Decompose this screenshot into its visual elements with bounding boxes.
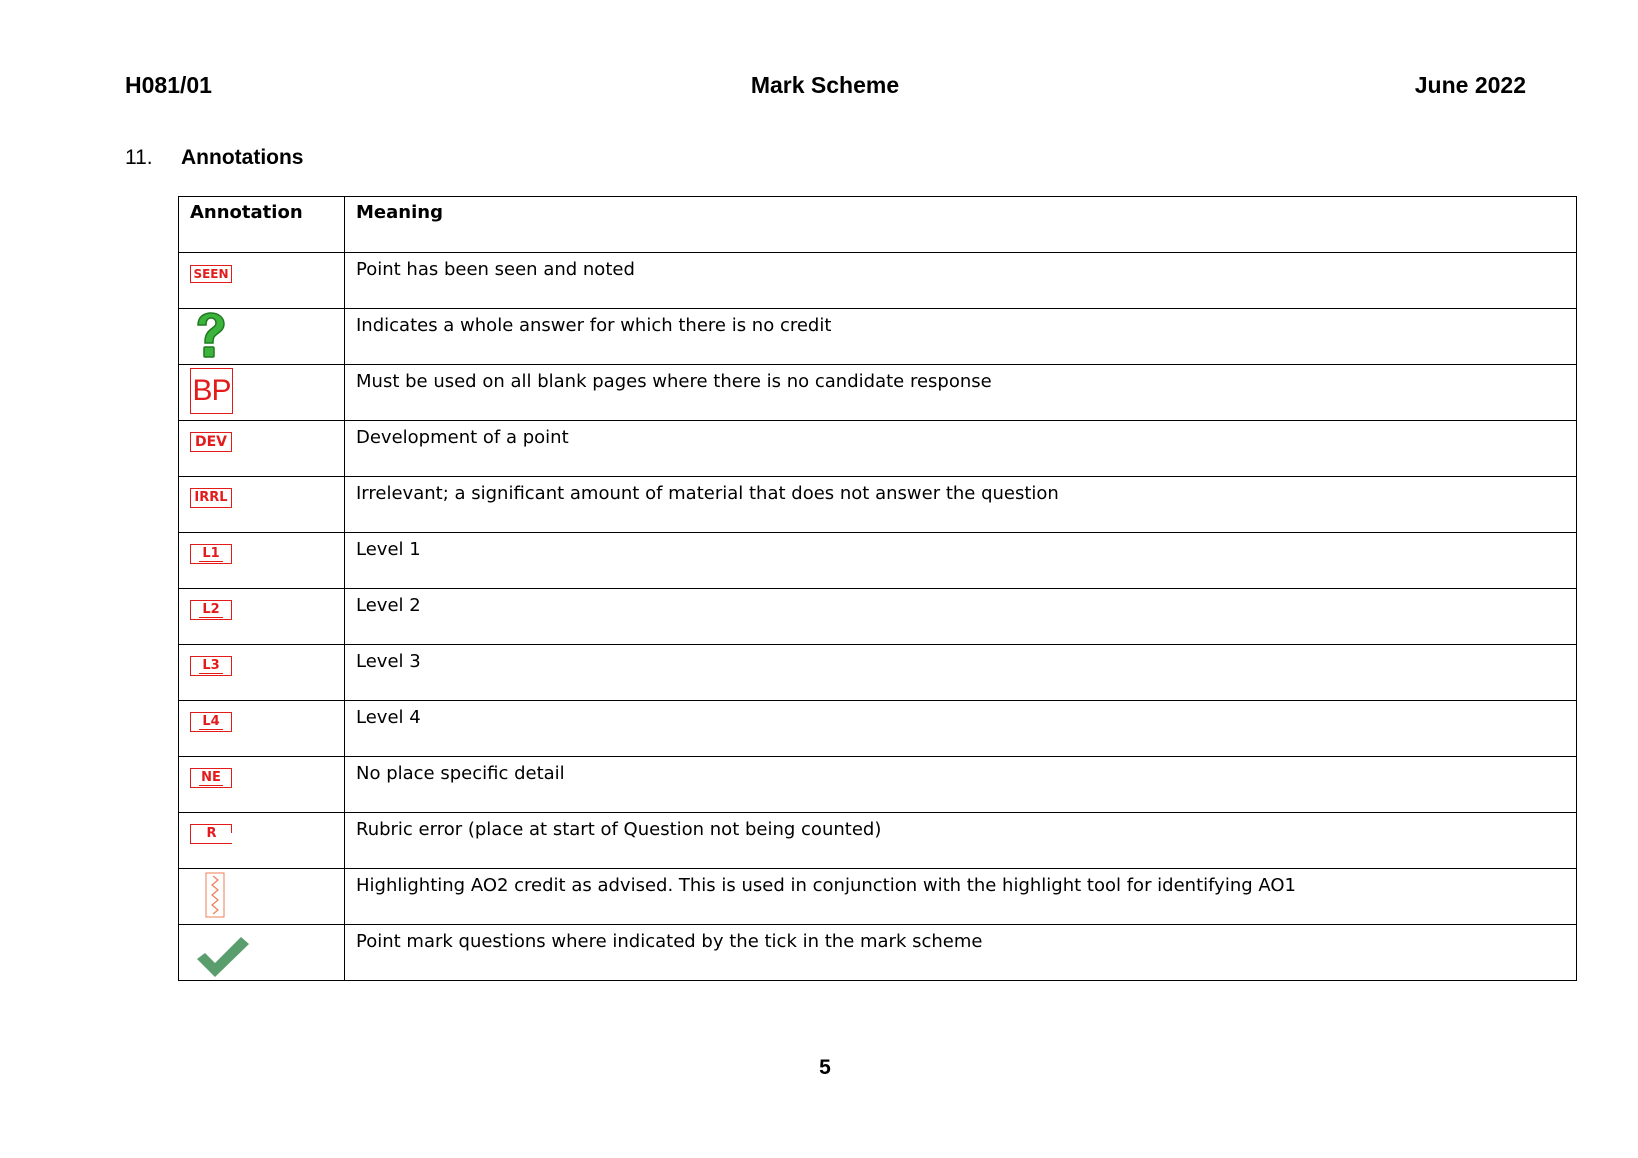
section-title: Annotations — [181, 146, 304, 169]
section-heading — [125, 146, 303, 170]
annotation-cell — [179, 869, 345, 925]
table-row — [179, 645, 1577, 701]
annotation-cell — [179, 477, 345, 533]
annotations-table — [178, 196, 1577, 981]
level-2-stamp-icon: L2 — [190, 600, 232, 620]
table-row — [179, 533, 1577, 589]
meaning-cell: Level 3 — [345, 645, 1577, 701]
column-header-meaning: Meaning — [345, 197, 1577, 253]
meaning-cell: Highlighting AO2 credit as advised. This is used in conjunction with the highlight tool for identifying AO1 — [345, 869, 1577, 925]
annotation-cell — [179, 421, 345, 477]
tick-icon — [195, 933, 251, 979]
level-1-stamp-icon: L1 — [190, 544, 232, 564]
level-3-stamp-icon: L3 — [190, 656, 232, 676]
annotation-cell — [179, 925, 345, 981]
ne-stamp-icon: NE — [190, 768, 232, 788]
annotation-cell — [179, 757, 345, 813]
document-title: Mark Scheme — [750, 72, 900, 98]
table-row — [179, 869, 1577, 925]
meaning-cell: Point has been seen and noted — [345, 253, 1577, 309]
meaning-cell: Irrelevant; a significant amount of material that does not answer the question — [345, 477, 1577, 533]
meaning-cell: Rubric error (place at start of Question not being counted) — [345, 813, 1577, 869]
rubric-stamp-icon: R — [190, 824, 232, 844]
annotation-cell — [179, 309, 345, 365]
table-row — [179, 309, 1577, 365]
table-row — [179, 421, 1577, 477]
seen-stamp-icon: SEEN — [190, 265, 232, 283]
table-row — [179, 477, 1577, 533]
table-row — [179, 925, 1577, 981]
meaning-cell: Point mark questions where indicated by the tick in the mark scheme — [345, 925, 1577, 981]
meaning-cell: Level 2 — [345, 589, 1577, 645]
meaning-cell: Development of a point — [345, 421, 1577, 477]
paper-code: H081/01 — [125, 72, 212, 98]
annotation-cell — [179, 701, 345, 757]
table-row — [179, 589, 1577, 645]
annotation-cell — [179, 645, 345, 701]
table-row — [179, 253, 1577, 309]
irrl-stamp-icon: IRRL — [190, 488, 232, 508]
page-number: 5 — [819, 1056, 831, 1079]
wavy-line-icon — [205, 872, 225, 918]
meaning-cell: Level 4 — [345, 701, 1577, 757]
table-row — [179, 365, 1577, 421]
meaning-cell: Indicates a whole answer for which there is no credit — [345, 309, 1577, 365]
exam-date: June 2022 — [1414, 72, 1526, 98]
annotation-cell — [179, 589, 345, 645]
table-row — [179, 813, 1577, 869]
section-number: 11. — [125, 146, 153, 169]
annotation-cell — [179, 533, 345, 589]
meaning-cell: Level 1 — [345, 533, 1577, 589]
dev-stamp-icon: DEV — [190, 432, 232, 452]
meaning-cell: Must be used on all blank pages where there is no candidate response — [345, 365, 1577, 421]
annotation-cell — [179, 253, 345, 309]
level-4-stamp-icon: L4 — [190, 712, 232, 732]
meaning-cell: No place specific detail — [345, 757, 1577, 813]
column-header-annotation: Annotation — [179, 197, 345, 253]
question-mark-icon — [193, 311, 227, 359]
table-row — [179, 701, 1577, 757]
table-header-row — [179, 197, 1577, 253]
blank-page-stamp-icon: BP — [190, 368, 233, 414]
annotation-cell — [179, 813, 345, 869]
annotation-cell — [179, 365, 345, 421]
table-row — [179, 757, 1577, 813]
